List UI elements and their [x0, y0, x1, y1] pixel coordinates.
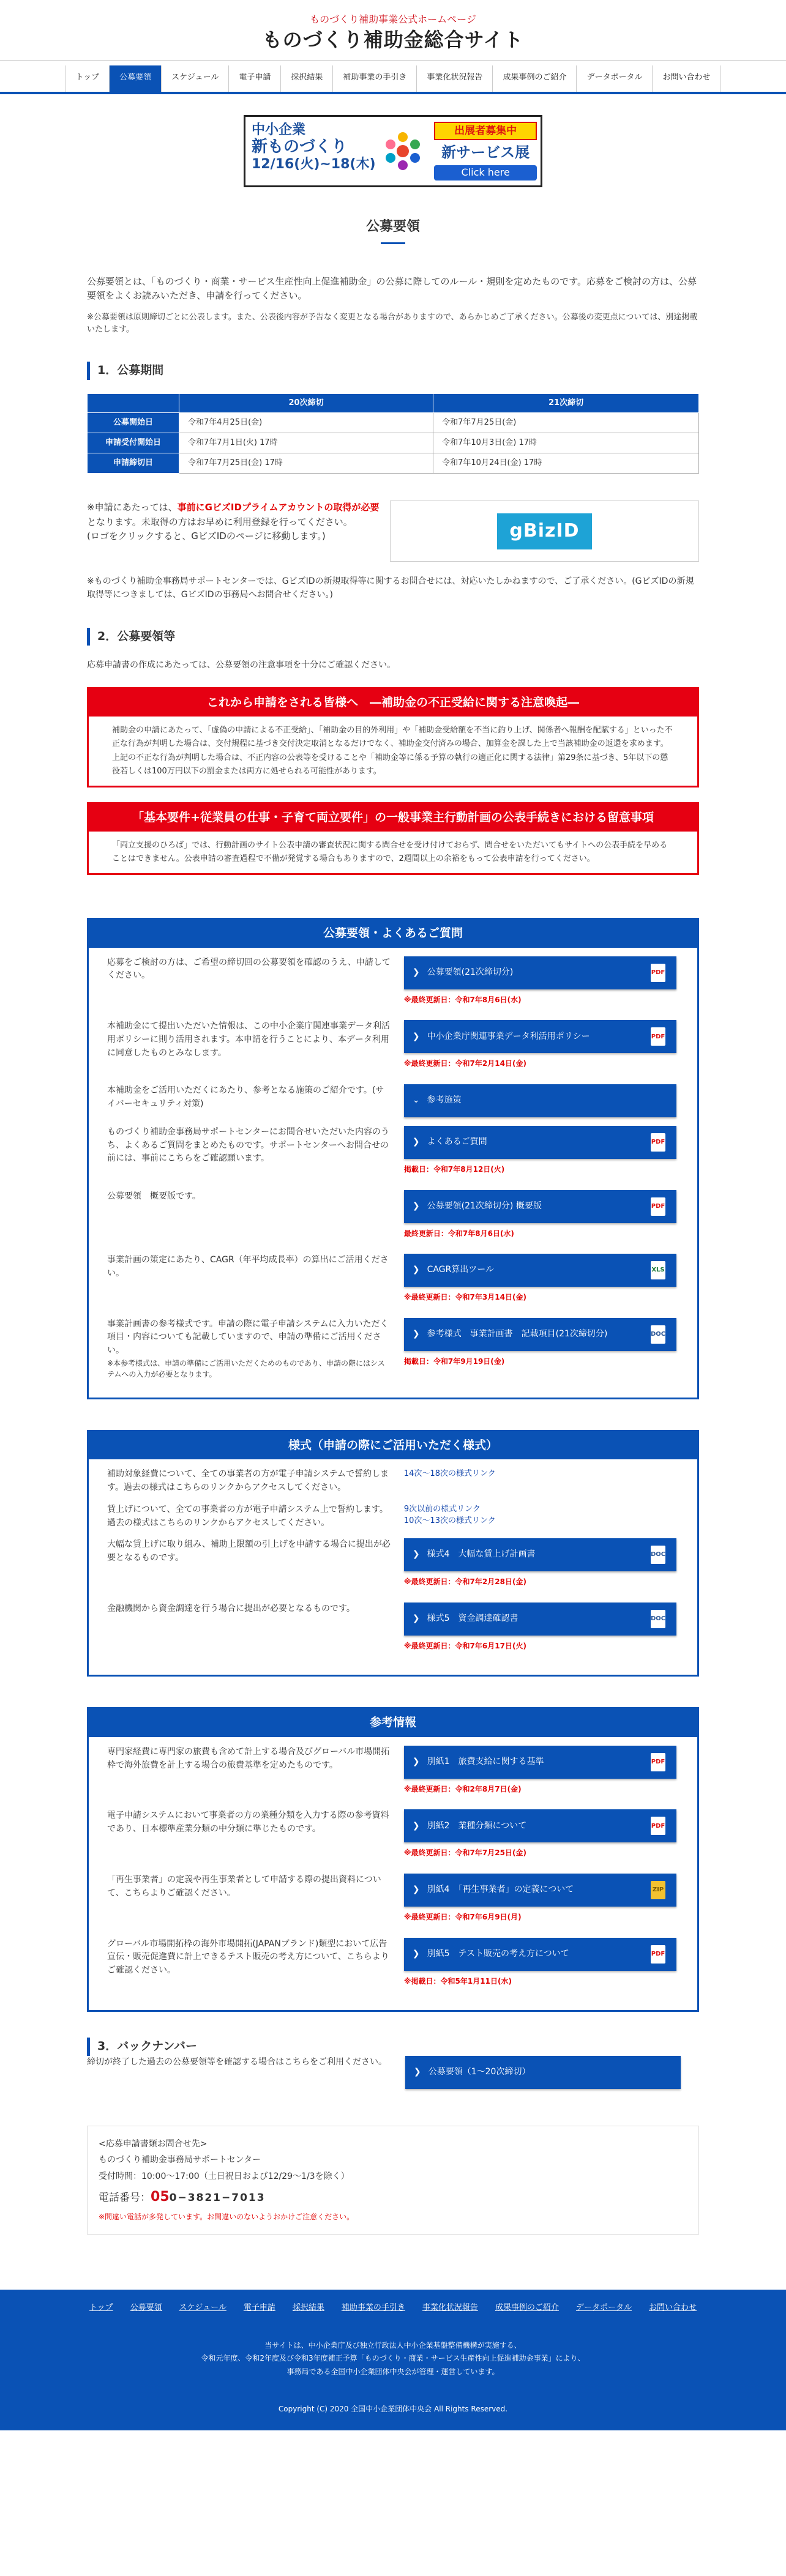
banner-exhibitor-badge: 出展者募集中: [434, 122, 537, 140]
section-heading-backnumber: 3．バックナンバー: [87, 2038, 699, 2055]
nav-item-report[interactable]: 事業化状況報告: [416, 65, 492, 91]
button-label: よくあるご質問: [427, 1137, 487, 1147]
pdf-file-icon: PDF: [651, 1753, 665, 1771]
backnumber-button[interactable]: [405, 2056, 681, 2089]
row-text: 応募をご検討の方は、ご希望の締切回の公募要領を確認のうえ、申請してください。: [107, 957, 391, 981]
row-description: [107, 1809, 404, 1865]
banner-line1: 中小企業: [252, 122, 306, 138]
button-label: 公募要領（1〜20次締切）: [428, 2066, 531, 2077]
excel-file-icon: XLS: [651, 1261, 665, 1279]
row-header: 申請受付開始日: [88, 433, 179, 453]
panel-row: [89, 1594, 697, 1675]
table-cell: 令和7年7月25日(金): [433, 412, 699, 433]
site-footer: [0, 2290, 786, 2430]
row-description: [107, 1468, 404, 1494]
banner-click-button[interactable]: Click here: [434, 165, 537, 181]
chevron-right-icon: ❯: [412, 1948, 420, 1959]
footer-nav: [0, 2302, 786, 2315]
chevron-right-icon: ❯: [412, 1613, 420, 1623]
gbiz-text: となります。未取得の方はお早めに利用登録を行ってください。: [87, 516, 353, 527]
row-description: [107, 1190, 404, 1246]
contact-hours: 受付時間：10:00〜17:00（土日祝日および12/29〜1/3を除く）: [99, 2171, 350, 2181]
panel-row: [89, 1530, 697, 1594]
row-text: 事業計画書の参考様式です。申請の際に電子申請システムに入力いただく項目・内容についても記載していますので、申請の準備にご活用ください。: [107, 1319, 389, 1356]
footer-link-report[interactable]: 事業化状況報告: [422, 2303, 478, 2312]
phone-number: 0−3821−7013: [169, 2192, 266, 2205]
nav-item-schedule[interactable]: スケジュール: [161, 65, 228, 91]
document-button[interactable]: [404, 1746, 676, 1779]
table-cell: 令和7年4月25日(金): [179, 412, 433, 433]
fraud-warning-title: これから申請をされる皆様へ ―補助金の不正受給に関する注意喚起―: [89, 689, 697, 717]
section-heading-period: 1．公募期間: [87, 362, 699, 379]
table-row: [88, 412, 699, 433]
row-header: 申請締切日: [88, 453, 179, 474]
site-title[interactable]: ものづくり補助金総合サイト: [262, 28, 524, 51]
nav-item-results[interactable]: 採択結果: [280, 65, 332, 91]
fraud-warning-body: 補助金の申請にあたって、「虚偽の申請による不正受給」、「補助金の目的外利用」や「補助金受給額を不当に釣り上げ、関係者へ報酬を配賦する」といった不正な行為が判明した場合は、交付規程に基づき交付決定取消となるだけでなく、補助金交付済みの場合、加算金を課した上で当該補助金の返還を求めます。上記の不正な行為が判明した場合は、不正内容の公表等を受けることや「補助金等に係る予算の執行の適正化に関する法律」第29条に基づき、5年以下の懲役若しくは100万円以下の罰金または両方に処せられる可能性があります。: [112, 726, 673, 776]
gbiz-required-text: 事前にGビズIDプライムアカウントの取得が必要: [177, 502, 380, 513]
row-note: ※本参考様式は、申請の準備にご活用いただくためのものであり、申請の際にはシステムへの入力が必要となります。: [107, 1358, 385, 1379]
row-text: 「再生事業者」の定義や再生事業者として申請する際の提出資料について、こちらよりご確認ください。: [107, 1875, 381, 1898]
gbiz-logo-text: gBizID: [497, 513, 591, 549]
footer-link-contact[interactable]: お問い合わせ: [648, 2303, 697, 2312]
panel-row: [89, 1076, 697, 1117]
document-button[interactable]: [404, 1318, 676, 1351]
nav-item-cases[interactable]: 成果事例のご紹介: [492, 65, 576, 91]
updated-date: 最終更新日：令和7年8月6日(水): [403, 1229, 514, 1238]
button-label: 公募要領(21次締切分) 概要版: [427, 1201, 542, 1211]
document-button[interactable]: [404, 1538, 676, 1571]
nav-item-top[interactable]: トップ: [66, 65, 110, 91]
footer-info-line: 事務局である全国中小企業団体中央会が管理・運営しています。: [286, 2367, 500, 2376]
panel-row: [89, 1182, 697, 1246]
panel-row: [89, 1801, 697, 1865]
pdf-file-icon: PDF: [651, 1945, 665, 1964]
section-heading-guidelines: 2．公募要領等: [87, 628, 699, 646]
pdf-file-icon: PDF: [651, 964, 665, 982]
form-archive-link[interactable]: 10次〜13次の様式リンク: [403, 1516, 496, 1526]
contact-box: [87, 2126, 699, 2235]
phone-digit: 0: [151, 2189, 160, 2205]
footer-link-top[interactable]: トップ: [89, 2303, 113, 2312]
fraud-warning: [87, 687, 699, 787]
panel-row: [89, 1245, 697, 1309]
button-label: 別紙2 業種分類について: [427, 1820, 527, 1831]
chevron-right-icon: ❯: [412, 967, 420, 977]
document-button[interactable]: [404, 956, 676, 989]
updated-date: 掲載日：令和7年9月19日(金): [403, 1357, 505, 1366]
table-cell: 令和7年7月25日(金) 17時: [179, 453, 433, 474]
updated-date: ※掲載日：令和5年1月11日(水): [403, 1976, 512, 1986]
row-text: 本補助金にて提出いただいた情報は、この中小企業庁関連事業データ利活用ポリシーに則り活用されます。本申請を行うことにより、本データ利用に同意したものとみなします。: [107, 1021, 390, 1058]
forms-panel: [87, 1430, 699, 1677]
pdf-file-icon: PDF: [651, 1027, 665, 1046]
panel-row: [89, 1309, 697, 1398]
panel-row: [89, 1011, 697, 1076]
row-description: [107, 1126, 404, 1182]
document-button[interactable]: [404, 1126, 676, 1159]
reference-panel-title: 参考情報: [89, 1709, 697, 1737]
action-plan-warning: [87, 802, 699, 876]
document-button[interactable]: [404, 1190, 676, 1223]
document-button[interactable]: [404, 1020, 676, 1053]
section-lead: 応募申請書の作成にあたっては、公募要領の注意事項を十分にご確認ください。: [87, 660, 395, 671]
row-header: 公募開始日: [88, 412, 179, 433]
gbiz-logo[interactable]: [390, 501, 699, 562]
document-button[interactable]: [404, 1938, 676, 1971]
schedule-table: [87, 393, 699, 474]
button-label: 公募要領(21次締切分): [427, 967, 514, 977]
footer-link-schedule[interactable]: スケジュール: [179, 2303, 226, 2312]
contact-warning: ※間違い電話が多発しています。お間違いのないようおかけご注意ください。: [99, 2213, 354, 2222]
chevron-right-icon: ❯: [412, 1201, 420, 1211]
chevron-right-icon: ❯: [412, 1137, 420, 1147]
updated-date: ※最終更新日：令和7年2月28日(金): [403, 1577, 526, 1587]
document-button[interactable]: [404, 1254, 676, 1287]
row-text: 金融機関から資金調達を行う場合に提出が必要となるものです。: [107, 1603, 355, 1614]
banner-logo-icon: [376, 117, 431, 185]
intro: [87, 275, 699, 337]
row-text: グローバル市場開拓枠の海外市場開拓(JAPANブランド)類型において広告宣伝・販売促進費に計上できるテスト販売の考え方について、こちらよりご確認ください。: [107, 1938, 389, 1975]
footer-link-e-application[interactable]: 電子申請: [243, 2303, 275, 2312]
row-description: [107, 1874, 404, 1929]
button-label: 様式4 大幅な賃上げ計画書: [427, 1549, 536, 1560]
panel-row: [89, 1117, 697, 1182]
button-label: 別紙1 旅費支給に関する基準: [427, 1756, 544, 1766]
row-text: 本補助金をご活用いただくにあたり、参考となる施策のご紹介です。(サイバーセキュリティ対策): [107, 1085, 384, 1109]
phone-digit: 5: [160, 2189, 170, 2205]
copyright: Copyright (C) 2020 全国中小企業団体中央会 All Rights Reserved.: [278, 2404, 508, 2413]
table-header: 21次締切: [433, 393, 699, 412]
row-text: 専門家経費に専門家の旅費も含めて計上する場合及びグローバル市場開拓枠で海外旅費を計上する場合の旅費基準を定めたものです。: [107, 1746, 390, 1770]
row-text: ものづくり補助金事務局サポートセンターにお問合せいただいた内容のうち、よくあるご質問をまとめたものです。サポートセンターへお問合せの前には、事前にこちらをご確認願います。: [107, 1126, 390, 1164]
document-button[interactable]: [404, 1084, 676, 1117]
footer-link-results[interactable]: 採択結果: [292, 2303, 324, 2312]
row-description: [107, 1938, 404, 1993]
forms-panel-title: 様式（申請の際にご活用いただく様式）: [89, 1432, 697, 1459]
table-header: 20次締切: [179, 393, 433, 412]
document-button[interactable]: [404, 1809, 676, 1842]
document-button[interactable]: [404, 1874, 676, 1907]
row-description: [107, 1020, 404, 1076]
table-cell: 令和7年10月24日(金) 17時: [433, 453, 699, 474]
row-description: [107, 956, 404, 1012]
nav-item-contact[interactable]: お問い合わせ: [652, 65, 720, 91]
expo-banner[interactable]: [244, 115, 542, 187]
pdf-file-icon: PDF: [651, 1197, 665, 1216]
row-text: 公募要領 概要版です。: [107, 1191, 201, 1201]
contact-org: ものづくり補助金事務局サポートセンター: [99, 2155, 261, 2165]
banner-new-service: 新サービス展: [441, 143, 530, 161]
panel-row: [89, 1929, 697, 2011]
intro-note: ※公募要領は原則締切ごとに公表します。また、公表後内容が予告なく変更となる場合がありますので、あらかじめご了承ください。公募後の変更点については、別途掲載いたします。: [87, 313, 698, 335]
backnumber-text: 締切が終了した過去の公募要領等を確認する場合はこちらをご利用ください。: [87, 2057, 387, 2067]
page-title: 公募要領: [87, 217, 699, 244]
footer-link-guidelines[interactable]: 公募要領: [130, 2303, 162, 2312]
document-button[interactable]: [404, 1603, 676, 1636]
nav-item-guidelines[interactable]: 公募要領: [109, 65, 161, 91]
updated-date: ※最終更新日：令和7年6月9日(月): [403, 1913, 522, 1921]
row-description: [107, 1538, 404, 1594]
updated-date: ※最終更新日：令和7年3月14日(金): [403, 1293, 526, 1302]
contact-phone[interactable]: [99, 2184, 687, 2210]
phone-label: 電話番号：: [99, 2192, 151, 2205]
site-header: [0, 0, 786, 60]
table-row: [88, 453, 699, 474]
chevron-down-icon: ⌄: [412, 1095, 420, 1106]
row-text: 大幅な賃上げに取り組み、補助上限額の引上げを申請する場合に提出が必要となるものです。: [107, 1539, 391, 1563]
panel-row: [89, 948, 697, 1012]
button-label: 別紙4 「再生事業者」の定義について: [427, 1885, 574, 1895]
chevron-right-icon: ❯: [412, 1885, 420, 1895]
faq-panel: [87, 918, 699, 1399]
updated-date: ※最終更新日：令和2年8月7日(金): [403, 1784, 522, 1793]
row-description: [107, 1746, 404, 1801]
row-text: 補助対象経費について、全ての事業者の方が電子申請システムで誓約します。過去の様式はこちらのリンクからアクセスしてください。: [107, 1469, 389, 1493]
form-archive-link[interactable]: 14次〜18次の様式リンク: [403, 1469, 496, 1479]
gbiz-section: [87, 501, 699, 562]
gbiz-note: ※ものづくり補助金事務局サポートセンターでは、GビズIDの新規取得等に関するお問合せには、対応いたしかねますので、ご了承ください。(GビズIDの新規取得等につきましては、GビズIDの事務局へお問合せください。): [87, 576, 694, 600]
updated-date: ※最終更新日：令和7年6月17日(火): [403, 1641, 526, 1650]
updated-date: ※最終更新日：令和7年8月6日(水): [403, 995, 522, 1004]
pdf-file-icon: PDF: [651, 1817, 665, 1835]
updated-date: ※最終更新日：令和7年7月25日(金): [403, 1848, 526, 1858]
intro-text: 公募要領とは、「ものづくり・商業・サービス生産性向上促進補助金」の公募に際してのルール・規則を定めたものです。応募をご検討の方は、公募要領をよくお読みいただき、申請を行ってください。: [87, 275, 697, 301]
site-subtitle: ものづくり補助事業公式ホームページ: [310, 13, 476, 25]
footer-link-data-portal[interactable]: データポータル: [575, 2303, 632, 2312]
row-description: [107, 1318, 404, 1380]
word-file-icon: DOC: [651, 1546, 665, 1564]
chevron-right-icon: ❯: [412, 1756, 420, 1766]
action-plan-warning-body: 「両立支援のひろば」では、行動計画のサイト公表申請の審査状況に関する問合せを受け付けておらず、問合せをいただいてもサイトへの公表手続を早めることはできません。公表申請の審査過程で不備が発覚する場合もありますので、2週間以上の余裕をもって公表申請を行ってください。: [112, 841, 668, 864]
button-label: 別紙5 テスト販売の考え方について: [427, 1948, 569, 1959]
panel-row: [89, 1459, 697, 1494]
footer-info-line: 当サイトは、中小企業庁及び独立行政法人中小企業基盤整備機構が実施する、: [264, 2340, 522, 2350]
row-text: 事業計画の策定にあたり、CAGR（年平均成長率）の算出にご活用ください。: [107, 1255, 389, 1278]
footer-link-cases[interactable]: 成果事例のご紹介: [495, 2303, 559, 2312]
footer-info: [0, 2339, 786, 2379]
global-nav: [0, 60, 786, 94]
chevron-right-icon: ❯: [412, 1265, 420, 1275]
nav-item-data-portal[interactable]: データポータル: [576, 65, 652, 91]
chevron-right-icon: ❯: [412, 1549, 420, 1560]
button-label: 様式5 資金調達確認書: [427, 1613, 518, 1623]
nav-item-e-application[interactable]: 電子申請: [228, 65, 280, 91]
panel-row: [89, 1737, 697, 1801]
button-label: CAGR算出ツール: [427, 1265, 495, 1275]
action-plan-warning-title: 「基本要件+従業員の仕事・子育て両立要件」の一般事業主行動計画の公表手続きにおける留意事項: [89, 804, 697, 832]
contact-title: <応募申請書類お問合せ先>: [99, 2139, 208, 2149]
footer-info-line: 令和元年度、令和2年度及び令和3年度補正予算「ものづくり・商業・サービス生産性向上促進補助金事業」により、: [201, 2354, 585, 2363]
pdf-file-icon: PDF: [651, 1133, 665, 1152]
table-row: [88, 433, 699, 453]
table-cell: 令和7年10月3日(金) 17時: [433, 433, 699, 453]
chevron-right-icon: ❯: [414, 2066, 421, 2077]
panel-row: [89, 1495, 697, 1530]
chevron-right-icon: ❯: [412, 1031, 420, 1041]
button-label: 参考施策: [427, 1095, 462, 1106]
button-label: 中小企業庁関連事業データ利活用ポリシー: [427, 1031, 590, 1041]
chevron-right-icon: ❯: [412, 1328, 420, 1339]
banner-dates: 12/16(火)~18(木): [252, 156, 376, 172]
row-text: 電子申請システムにおいて事業者の方の業種分類を入力する際の参考資料であり、日本標準産業分類の中分類に準じたものです。: [107, 1811, 389, 1834]
row-text: 賃上げについて、全ての事業者の方が電子申請システム上で誓約します。過去の様式はこちらのリンクからアクセスしてください。: [107, 1504, 388, 1528]
word-file-icon: DOC: [651, 1325, 665, 1344]
form-archive-link[interactable]: 9次以前の様式リンク: [403, 1504, 481, 1514]
faq-panel-title: 公募要領・よくあるご質問: [89, 920, 697, 947]
gbiz-text: (ロゴをクリックすると、GビズIDのページに移動します。): [87, 530, 326, 542]
updated-date: 掲載日：令和7年8月12日(火): [403, 1164, 505, 1174]
zip-file-icon: ZIP: [651, 1881, 665, 1899]
nav-item-guide[interactable]: 補助事業の手引き: [332, 65, 416, 91]
backnumber-row: [87, 2056, 699, 2089]
table-cell: 令和7年7月1日(火) 17時: [179, 433, 433, 453]
row-description: [107, 1603, 404, 1658]
word-file-icon: DOC: [651, 1610, 665, 1628]
table-header: [88, 393, 179, 412]
updated-date: ※最終更新日：令和7年2月14日(金): [403, 1059, 526, 1068]
chevron-right-icon: ❯: [412, 1820, 420, 1831]
row-description: [107, 1084, 404, 1117]
reference-panel: [87, 1707, 699, 2012]
button-label: 参考様式 事業計画書 記載項目(21次締切分): [427, 1328, 608, 1339]
gbiz-text: ※申請にあたっては、: [87, 502, 178, 513]
footer-link-guide[interactable]: 補助事業の手引き: [341, 2303, 405, 2312]
banner-line2: 新ものづくり: [252, 137, 348, 156]
panel-row: [89, 1865, 697, 1929]
row-description: [107, 1254, 404, 1309]
row-description: [107, 1503, 404, 1530]
